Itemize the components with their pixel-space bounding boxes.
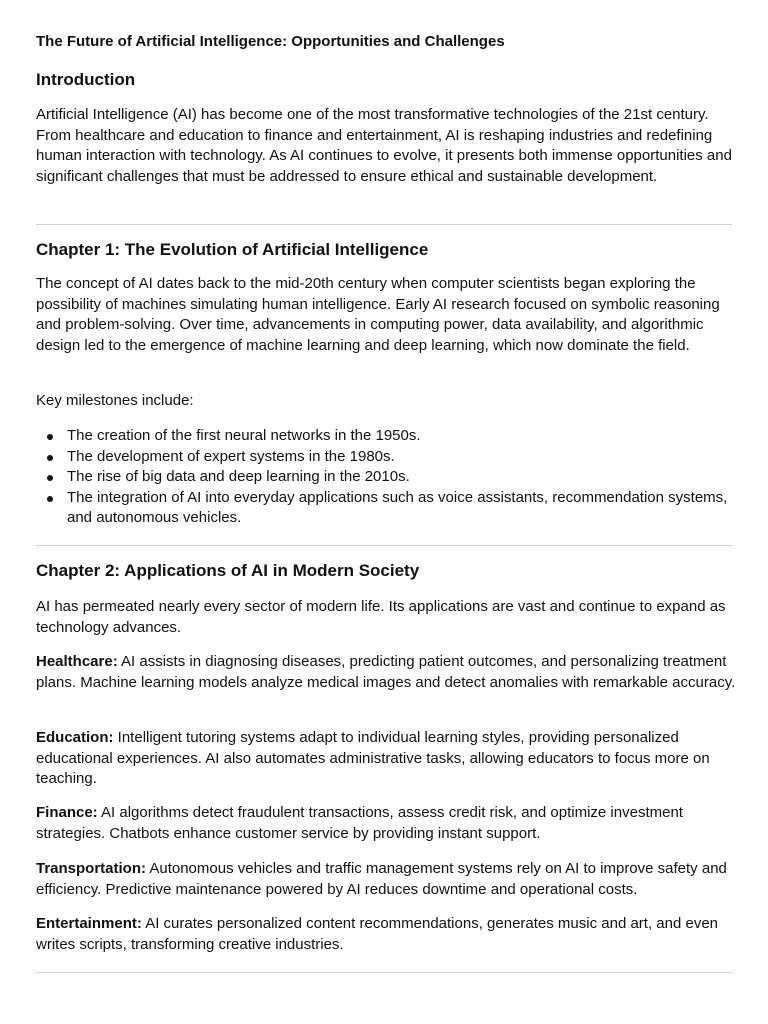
bullet-icon bbox=[47, 475, 53, 481]
sector-text: AI curates personalized content recommendations, generates music and art, and even writes scripts, transforming creative industries. bbox=[36, 915, 719, 953]
sector-label: Education: bbox=[36, 729, 114, 746]
intro-paragraph: Artificial Intelligence (AI) has become one of the most transformative technologies of the 21st century. From healthcare and education to finance and entertainment, AI is reshaping industries and redefining human interaction with technology. As AI continues to evolve, it presents both immense opportunities and significant challenges that must be addressed to ensure ethical and sustainable development. bbox=[36, 106, 732, 185]
bullet-icon bbox=[47, 434, 53, 440]
section-divider bbox=[36, 224, 732, 225]
section-divider bbox=[36, 545, 732, 546]
list-item bbox=[36, 467, 736, 488]
sector-text: Autonomous vehicles and traffic management systems rely on AI to improve safety and efficiency. Predictive maintenance powered by AI reduces downtime and operational costs. bbox=[36, 860, 727, 898]
sector-text: Intelligent tutoring systems adapt to individual learning styles, providing personalized educational experiences. AI also automates administrative tasks, allowing educators to focus more on teaching. bbox=[36, 729, 710, 787]
list-item-text: The creation of the first neural networks in the 1950s. bbox=[67, 427, 421, 444]
list-item bbox=[36, 447, 736, 468]
sector-label: Healthcare: bbox=[36, 653, 118, 670]
chapter1-paragraph: The concept of AI dates back to the mid-20th century when computer scientists began exploring the possibility of machines simulating human intelligence. Early AI research focused on symbolic reasoning and problem-solving. Over time, advancements in computing power, data availability, and algorithmic design led to the emergence of machine learning and deep learning, which now dominate the field. bbox=[36, 275, 720, 354]
list-item-text: The development of expert systems in the 1980s. bbox=[67, 447, 395, 465]
sector-education bbox=[36, 728, 736, 790]
intro-heading: Introduction bbox=[36, 70, 136, 89]
sector-healthcare bbox=[36, 652, 736, 693]
sector-entertainment bbox=[36, 914, 736, 955]
list-item bbox=[36, 426, 736, 447]
milestones-intro: Key milestones include: bbox=[36, 392, 194, 409]
chapter2-paragraph: AI has permeated nearly every sector of modern life. Its applications are vast and continue to expand as technology advances. bbox=[36, 598, 726, 636]
bullet-icon bbox=[47, 496, 53, 502]
bullet-icon bbox=[47, 455, 53, 461]
sector-label: Transportation: bbox=[36, 860, 147, 877]
list-item-text: The rise of big data and deep learning in the 2010s. bbox=[67, 468, 410, 485]
sector-label: Entertainment: bbox=[36, 915, 142, 932]
sector-text: AI assists in diagnosing diseases, predicting patient outcomes, and personalizing treatment plans. Machine learning models analyze medical images and detect anomalies with remarkable accuracy. bbox=[36, 653, 736, 691]
chapter2-heading: Chapter 2: Applications of AI in Modern Society bbox=[36, 561, 420, 580]
document-title: The Future of Artificial Intelligence: Opportunities and Challenges bbox=[36, 33, 505, 50]
sector-finance bbox=[36, 803, 736, 844]
sector-transportation bbox=[36, 859, 736, 900]
sector-text: AI algorithms detect fraudulent transactions, assess credit risk, and optimize investment strategies. Chatbots enhance customer service by providing instant support. bbox=[36, 804, 683, 842]
section-divider bbox=[36, 972, 732, 973]
chapter1-heading: Chapter 1: The Evolution of Artificial Intelligence bbox=[36, 240, 429, 259]
list-item bbox=[36, 488, 736, 529]
list-item-text: The integration of AI into everyday applications such as voice assistants, recommendation systems, and autonomous vehicles. bbox=[67, 488, 728, 526]
sector-label: Finance: bbox=[36, 804, 98, 821]
milestones-list bbox=[36, 426, 736, 529]
